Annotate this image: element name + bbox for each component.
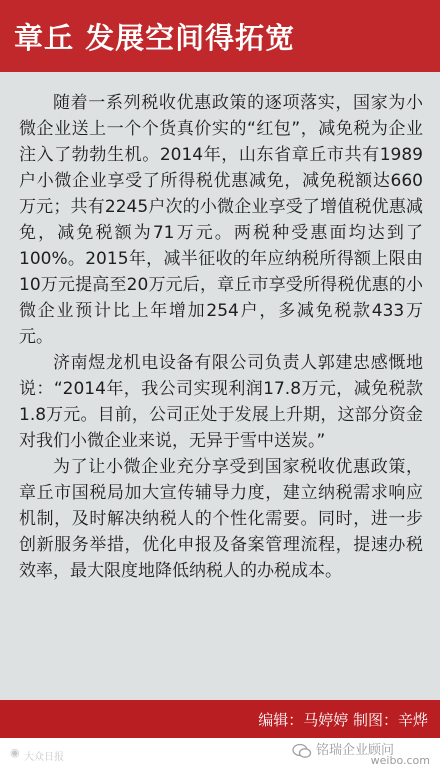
watermark-left-text: 大众日报 [24,752,64,763]
credits-text: 编辑：马婷婷 制图：辛烨 [258,711,428,729]
article-paragraph-1: 随着一系列税收优惠政策的逐项落实，国家为小微企业送上一个个货真价实的“红包”，减免税为企业注入了勃勃生机。2014年，山东省章丘市共有1989户小微企业享受了所得税优惠减免，减免税额达660万元；共有2245户次的小微企业享受了增值税优惠减免，减免税额为71万元。两税种受惠面均达到了100%。2015年，减半征收的年应纳税所得额上限由10万元提高至20万元后，章丘市享受所得税优惠的小微企业预计比上年增加254户，多减免税款433万元。 [19,93,423,347]
weibo-logo-icon: ◉ [10,746,20,759]
footer-bar [0,700,440,738]
article-body [19,90,423,584]
article-paragraph-3: 为了让小微企业充分享受到国家税收优惠政策，章丘市国税局加大宣传辅导力度，建立纳税需求响应机制，及时解决纳税人的个性化需要。同时，进一步创新服务举措，优化申报及备案管理流程，提速办税效率，最大限度地降低纳税人的办税成本。 [19,457,423,581]
watermark-account-name: 铭瑞企业顾问 [316,743,395,758]
header-banner [0,0,440,72]
page-title: 章丘 发展空间得拓宽 [14,21,296,55]
article-paragraph-2: 济南煜龙机电设备有限公司负责人郭建忠感慨地说：“2014年，我公司实现利润17.8万元，减免税款1.8万元。目前，公司正处于发展上升期，这部分资金对我们小微企业来说，无异于雪中送炭。” [19,353,423,451]
wechat-icon [292,743,312,759]
watermark-strip [0,738,440,771]
watermark-domain: weibo.com [370,754,430,767]
